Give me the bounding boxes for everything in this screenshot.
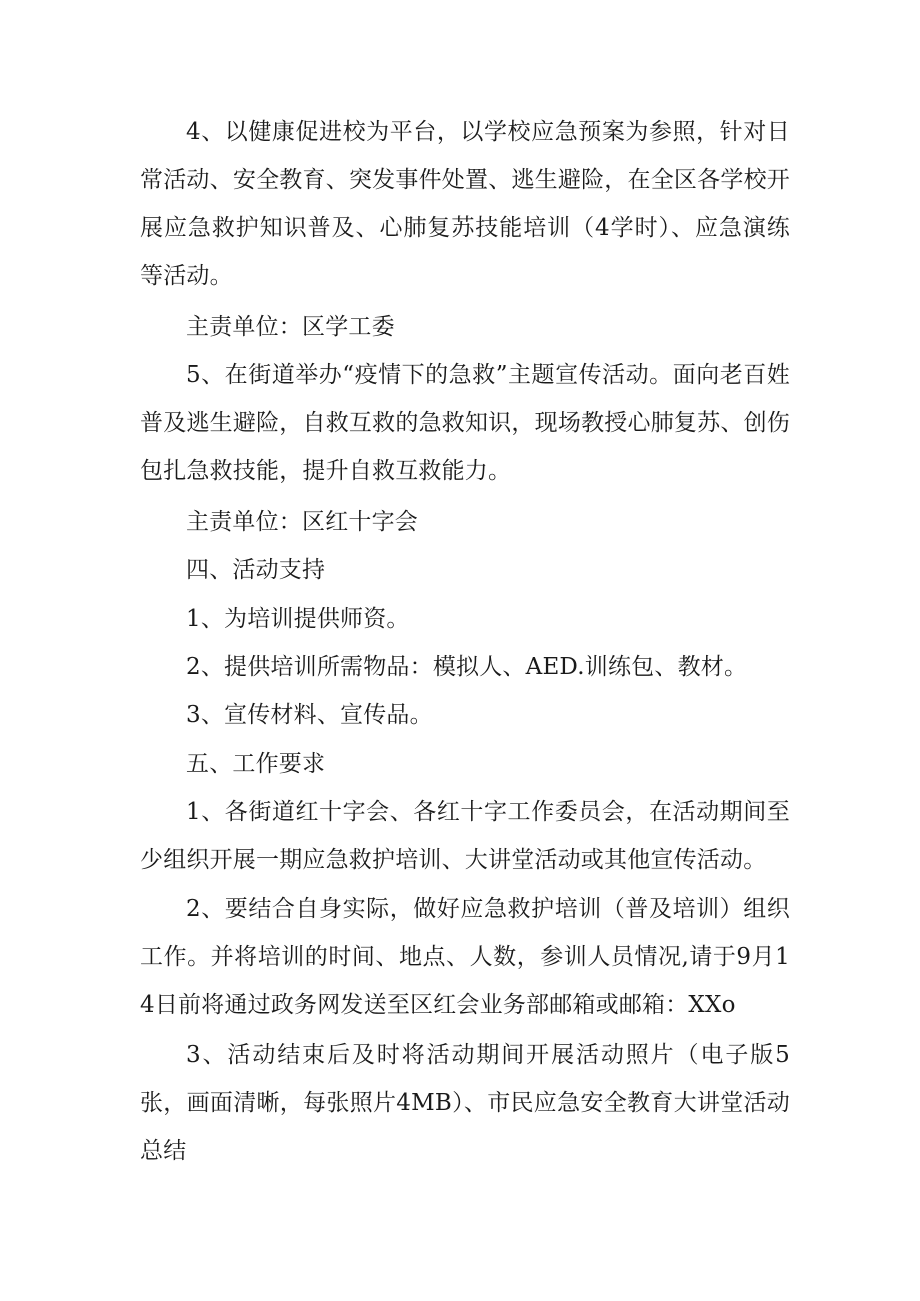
section-heading-work-requirements: 五、工作要求 [186, 751, 326, 777]
paragraph-support-materials: 2、提供培训所需物品：模拟人、AED.训练包、教材。 [186, 654, 748, 680]
paragraph-responsible-unit-red-cross: 主责单位：区红十字会 [186, 509, 418, 535]
paragraph-requirement-2: 2、要结合自身实际，做好应急救护培训（普及培训）组织工作。并将培训的时间、地点、人数，参训人员情况,请于9月14日前将通过政务网发送至区红会业务部邮箱或邮箱：XXo [140, 896, 790, 1018]
paragraph-item-5-street-campaign: 5、在街道举办“疫情下的急救”主题宣传活动。面向老百姓普及逃生避险，自救互救的急救知识，现场教授心肺复苏、创伤包扎急救技能，提升自救互救能力。 [140, 362, 790, 484]
paragraph-support-publicity: 3、宣传材料、宣传品。 [186, 702, 433, 728]
paragraph-support-teachers: 1、为培训提供师资。 [186, 606, 410, 632]
paragraph-responsible-unit-education: 主责单位：区学工委 [186, 314, 395, 340]
section-heading-activity-support: 四、活动支持 [186, 557, 326, 583]
paragraph-item-4-school-training: 4、以健康促进校为平台，以学校应急预案为参照，针对日常活动、安全教育、突发事件处置、逃生避险，在全区各学校开展应急救护知识普及、心肺复苏技能培训（4学时）、应急演练等活动。 [140, 119, 790, 289]
paragraph-requirement-3: 3、活动结束后及时将活动期间开展活动照片（电子版5张，画面清晰，每张照片4MB）、市民应急安全教育大讲堂活动总结 [140, 1042, 790, 1164]
paragraph-requirement-1: 1、各街道红十字会、各红十字工作委员会，在活动期间至少组织开展一期应急救护培训、大讲堂活动或其他宣传活动。 [140, 799, 790, 873]
